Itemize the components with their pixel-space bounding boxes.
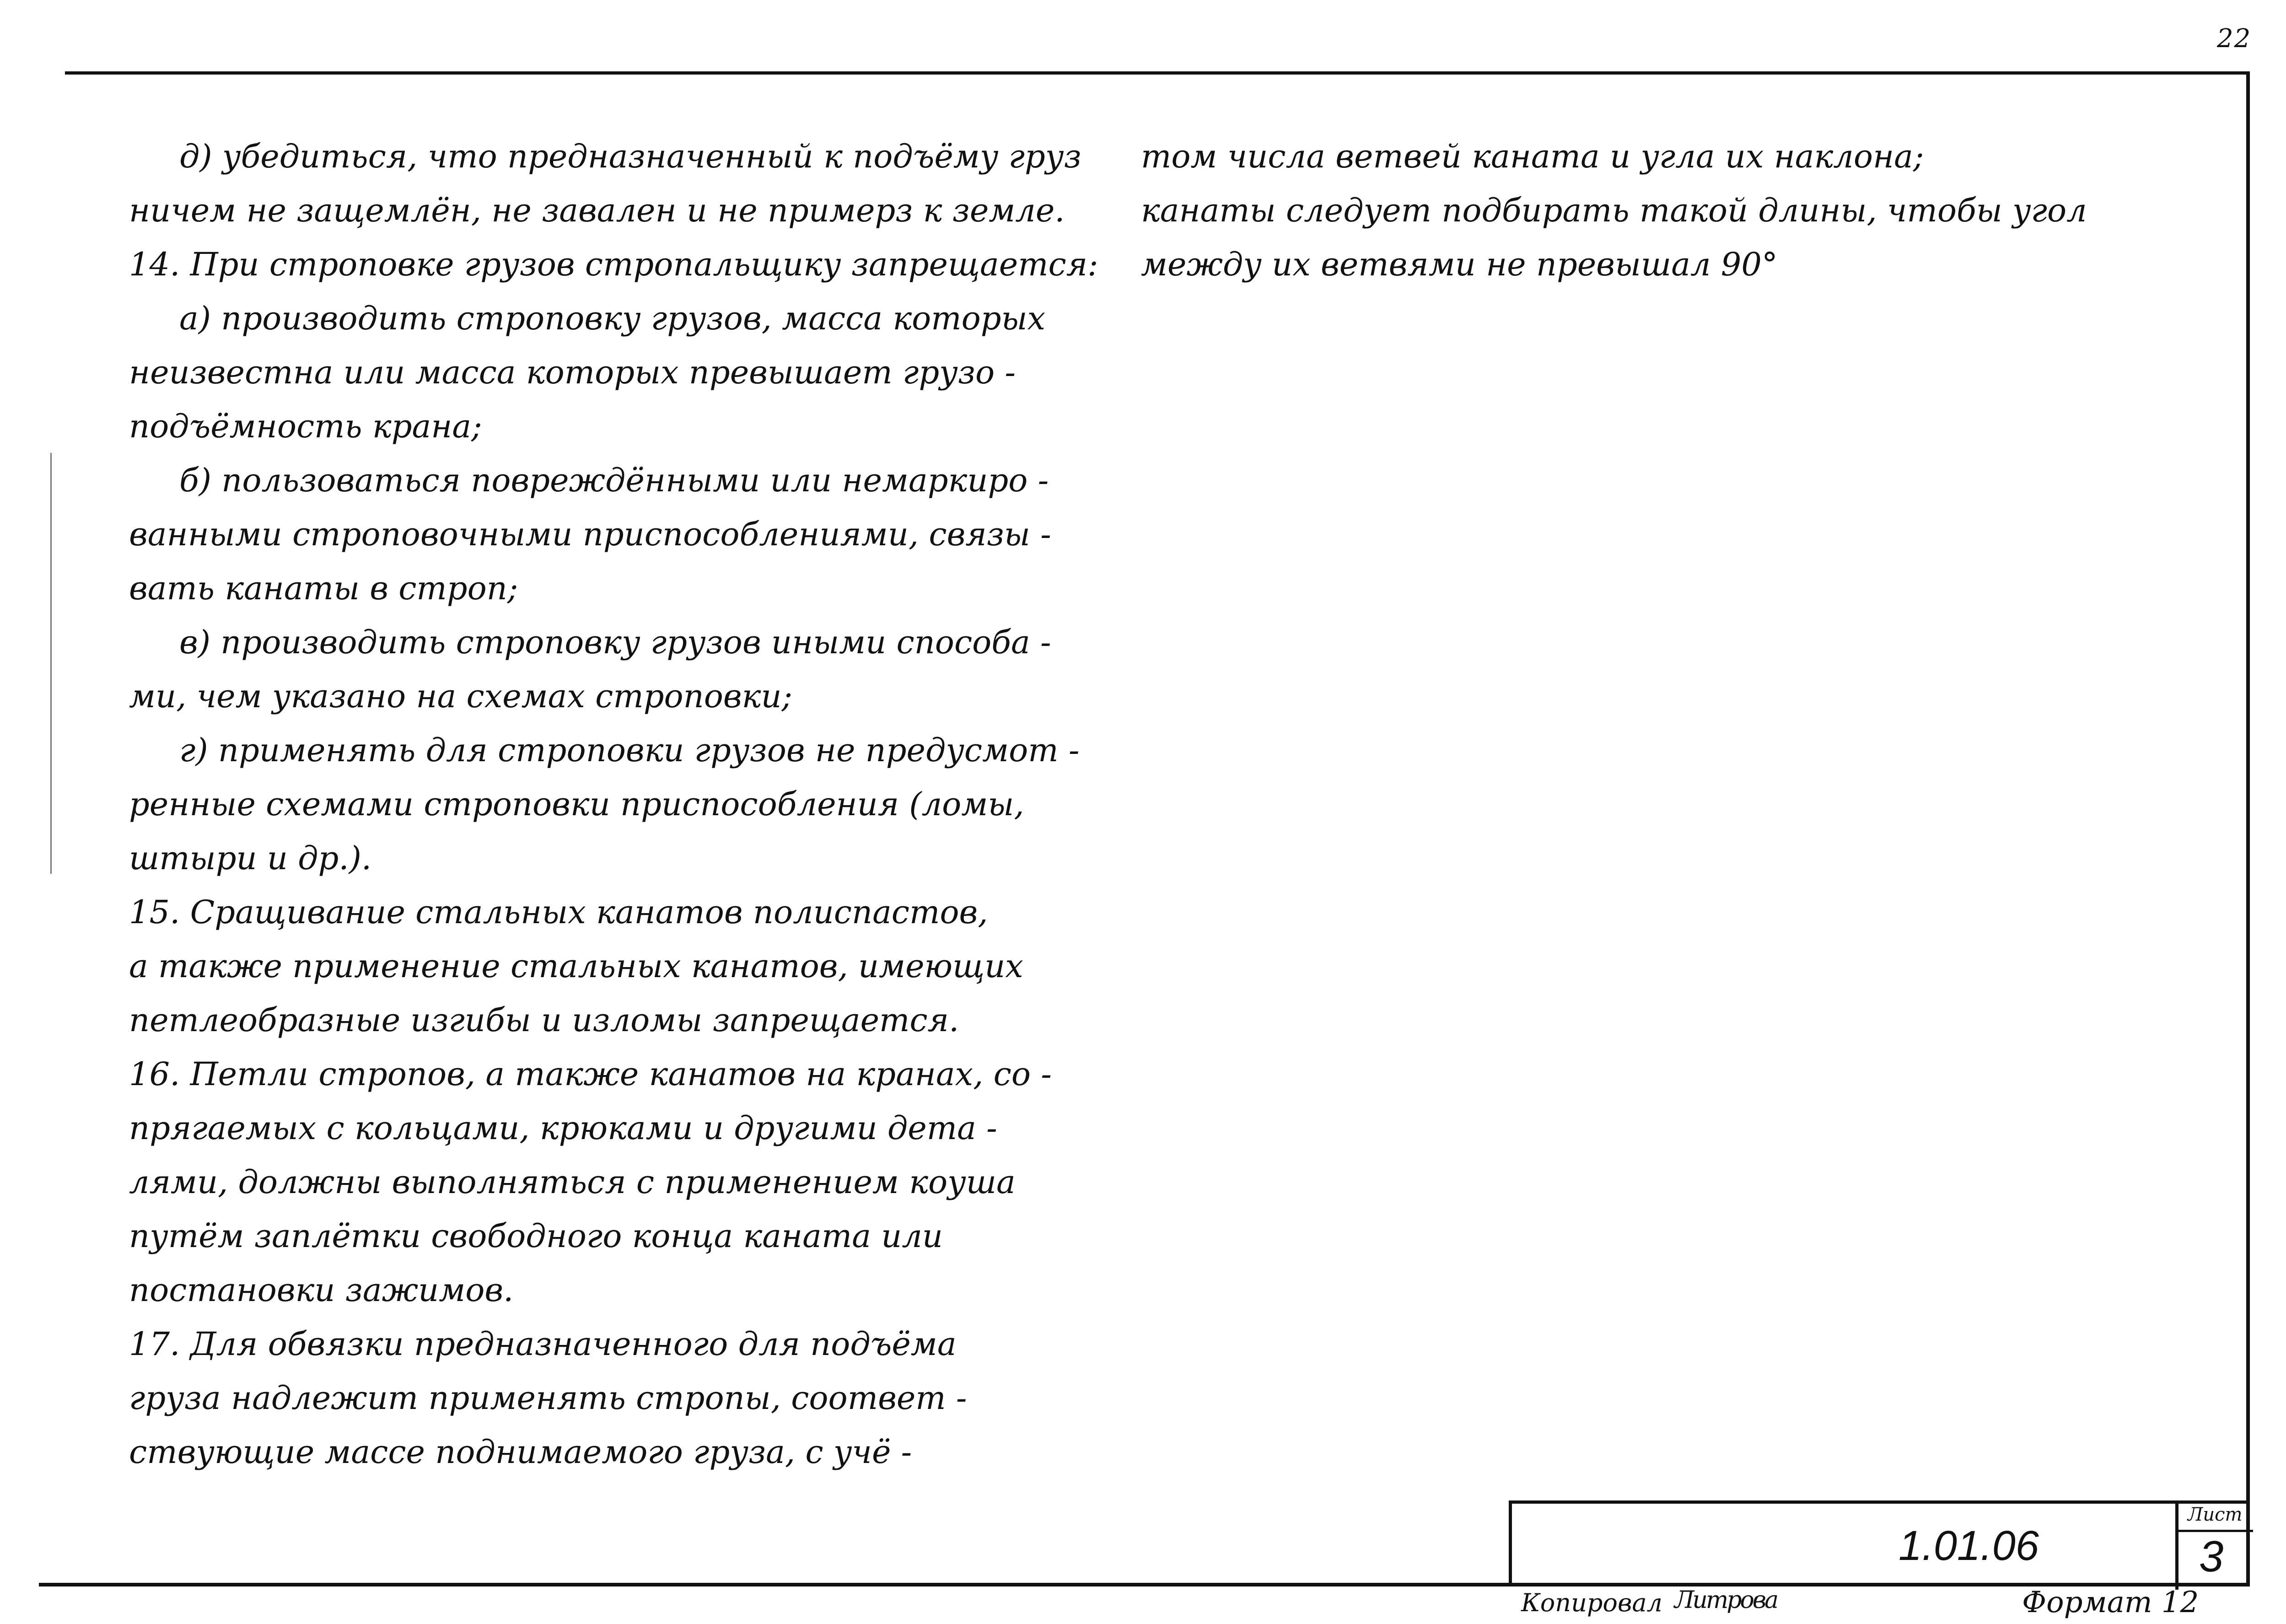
text-line: ванными строповочными приспособлениями, связы - (129, 516, 1051, 553)
text-line: груза надлежит применять стропы, соответ - (129, 1379, 967, 1417)
text-line: штыри и др.). (129, 839, 372, 877)
left-text-column (129, 129, 1098, 1479)
sheet-cell (2175, 1500, 2253, 1590)
text-line: ничем не защемлён, не завален и не примерз к земле. (129, 192, 1065, 229)
text-line: постановки зажимов. (129, 1271, 514, 1309)
text-line: между их ветвями не превышал 90° (1141, 246, 1778, 283)
copier-signature: Литрова (1674, 1586, 1777, 1614)
document-code: 1.01.06 (1899, 1522, 2039, 1569)
right-frame-rule (2246, 71, 2250, 1586)
text-line: вать канаты в строп; (129, 570, 518, 607)
sheet-number: 3 (2199, 1532, 2224, 1581)
text-line: а также применение стальных канатов, имеющих (129, 947, 1023, 985)
page-number: 22 (2217, 24, 2252, 54)
format-label: Формат 12 (2022, 1586, 2199, 1619)
text-line: ренные схемами строповки приспособления (ломы, (129, 785, 1024, 823)
text-line: путём заплётки свободного конца каната или (129, 1217, 943, 1255)
text-line: в) производить строповку грузов иными способа - (179, 624, 1051, 661)
sheet-label: Лист (2188, 1504, 2243, 1525)
text-line: неизвестна или масса которых превышает грузо - (129, 354, 1016, 391)
text-line: а) производить строповку грузов, масса которых (179, 300, 1046, 337)
text-line: прягаемых с кольцами, крюками и другими дета - (129, 1109, 997, 1147)
text-line: том числа ветвей каната и угла их наклона; (1141, 138, 1924, 175)
text-line: 14. При строповке грузов стропальщику запрещается: (129, 246, 1098, 283)
text-line: 15. Сращивание стальных канатов полиспастов, (129, 893, 988, 931)
text-line: г) применять для строповки грузов не предусмот - (179, 731, 1080, 769)
text-line: д) убедиться, что предназначенный к подъёму груз (179, 138, 1081, 175)
right-text-column (1141, 129, 2147, 291)
text-line: подъёмность крана; (129, 408, 482, 445)
text-line: петлеобразные изгибы и изломы запрещается. (129, 1001, 959, 1039)
text-line: ми, чем указано на схемах строповки; (129, 678, 793, 715)
text-line: 16. Петли стропов, а также канатов на кранах, со - (129, 1055, 1052, 1093)
copied-by-label: Копировал (1521, 1588, 1662, 1617)
top-frame-rule (65, 71, 2249, 75)
text-line: ствующие массе поднимаемого груза, с учё - (129, 1433, 912, 1471)
title-block (1509, 1500, 2250, 1586)
text-line: б) пользоваться повреждёнными или немаркиро - (179, 462, 1049, 499)
text-line: канаты следует подбирать такой длины, чтобы угол (1141, 192, 2087, 229)
text-line: лями, должны выполняться с применением коуша (129, 1163, 1016, 1201)
text-line: 17. Для обвязки предназначенного для подъёма (129, 1325, 957, 1363)
margin-mark (50, 453, 52, 874)
